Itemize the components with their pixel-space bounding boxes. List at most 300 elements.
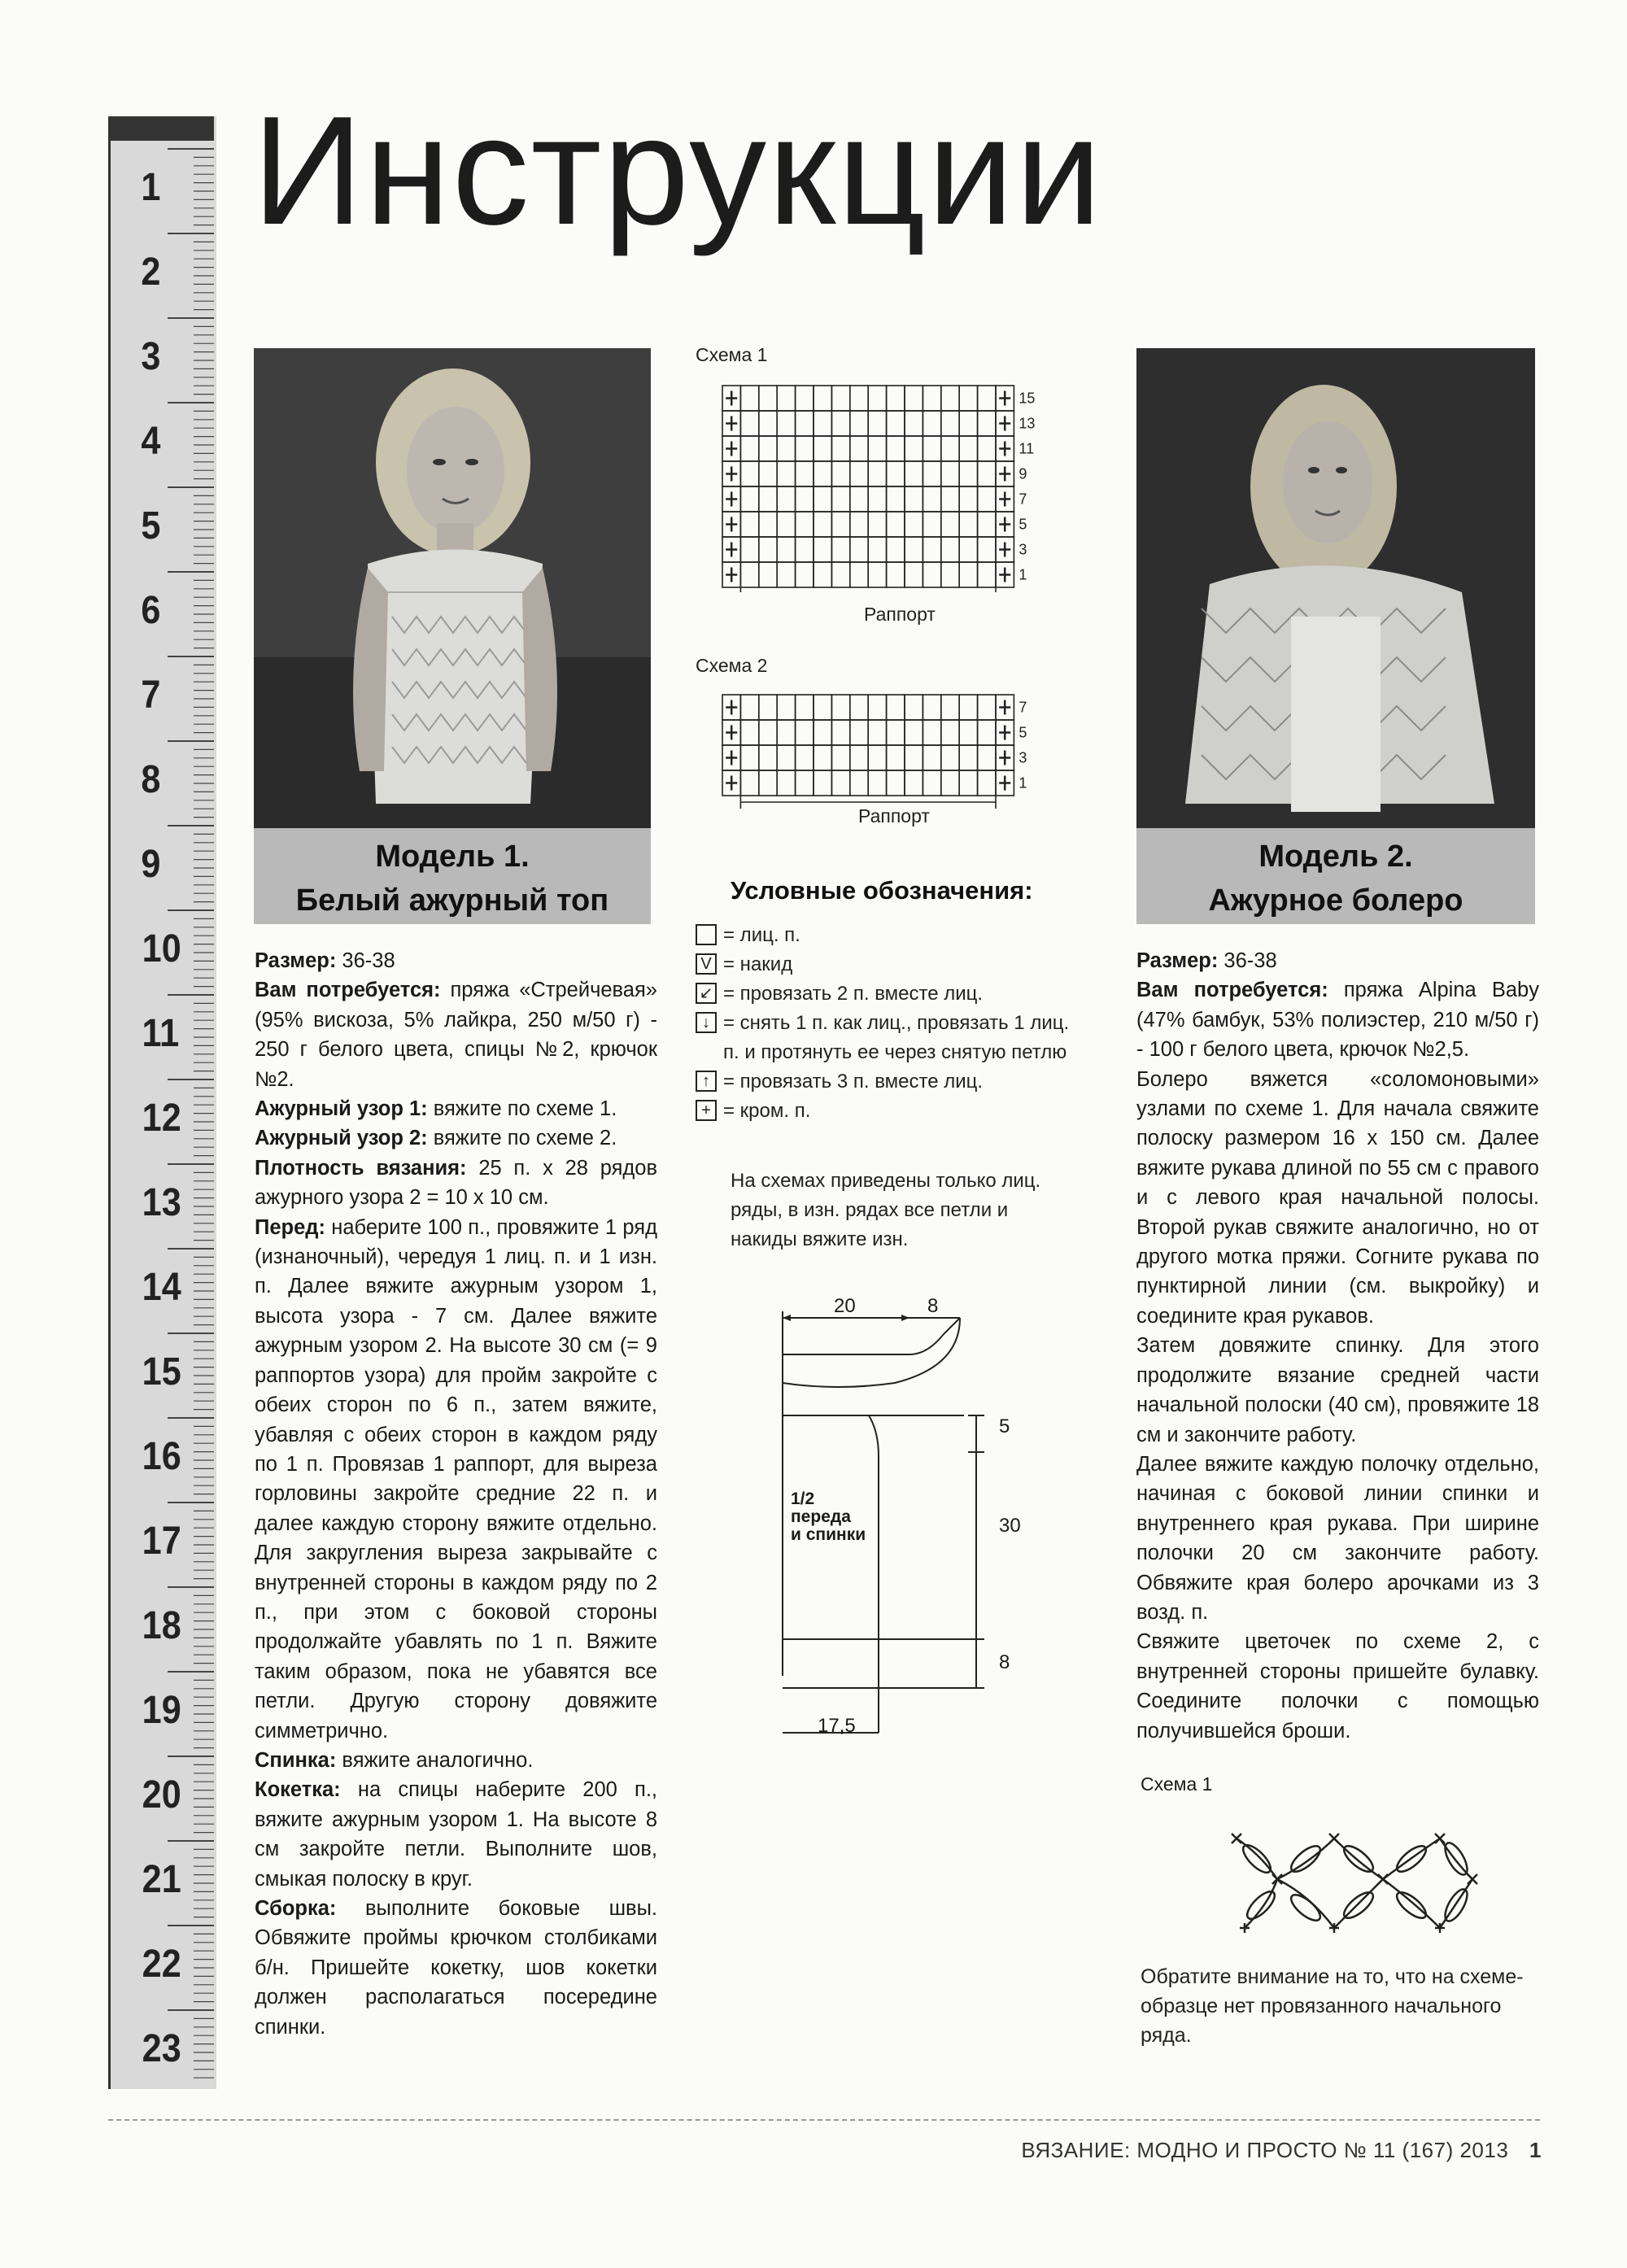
paragraph-label: Перед:	[255, 1215, 325, 1239]
ruler-number: 23	[142, 2027, 181, 2070]
grid-cell	[777, 411, 795, 436]
pattern-right-top: 5	[999, 1415, 1010, 1437]
legend-symbol-icon: ↓	[696, 1012, 717, 1033]
grid-cell	[868, 745, 886, 770]
model2-note: Обратите внимание на то, что на схеме-образце нет провязанного начального ряда.	[1141, 1965, 1524, 2047]
legend-symbol-icon: V	[696, 953, 717, 975]
grid-cell	[959, 512, 977, 537]
grid-cell	[978, 386, 996, 411]
instruction-paragraph: Спинка: вяжите аналогично.	[255, 1748, 534, 1772]
grid-cell	[923, 537, 940, 562]
row-number: 9	[1019, 465, 1027, 482]
model1-caption-line1: Модель 1.	[375, 840, 530, 874]
ruler-number: 12	[142, 1097, 181, 1140]
instruction-paragraph: Болеро вяжется «соломоновыми» узлами по схеме 1. Для начала свяжите полоску размером 16 х 150 см. Далее вяжите рукава длиной по 55 см с правого и с левого края начальной полосы. Второй рукав свяжите аналогично, но от другого мотка пряжи. Согните рукава по пунктирной линии (см. выкройку) и соедините края рукавов.	[1136, 1067, 1539, 1328]
scheme2-title: Схема 2	[696, 655, 768, 676]
grid-cell	[887, 720, 905, 745]
grid-cell	[740, 537, 758, 562]
grid-cell	[814, 720, 831, 745]
edge-stitch-mark	[999, 442, 1010, 456]
legend-item	[696, 979, 1070, 1009]
grid-cell	[831, 512, 849, 537]
instruction-paragraph: Ажурный узор 1: вяжите по схеме 1.	[255, 1097, 617, 1121]
edge-stitch-mark	[726, 776, 737, 791]
instruction-paragraph: Затем довяжите спинку. Для этого продолжите вязание средней части начальной полоски (40 см), провяжите 18 см и закончите работу.	[1136, 1334, 1539, 1446]
page-number: 1	[1529, 2138, 1542, 2162]
grid-cell	[740, 720, 758, 745]
grid-cell	[941, 461, 959, 486]
grid-cell	[777, 461, 795, 486]
pattern-bottom: 17,5	[818, 1715, 856, 1737]
edge-stitch-mark	[726, 391, 737, 406]
legend-item	[696, 950, 1070, 979]
grid-cell	[777, 436, 795, 461]
grid-cell	[759, 436, 777, 461]
ruler-number: 9	[141, 843, 161, 886]
grid-cell	[814, 461, 831, 486]
grid-cell	[814, 411, 831, 436]
ruler-number: 17	[142, 1520, 181, 1563]
instruction-paragraph: Вам потребуется: пряжа Alpina Baby (47% бамбук, 53% полиэстер, 210 м/50 г) - 100 г белого цвета, крючок №2,5.	[1136, 979, 1539, 1062]
grid-cell	[850, 562, 868, 587]
instruction-paragraph: Кокетка: на спицы наберите 200 п., вяжите ажурным узором 1. На высоте 8 см закройте петли. Выполните шов, смыкая полоску в круг.	[255, 1778, 657, 1891]
grid-cell	[850, 386, 868, 411]
grid-cell	[905, 411, 923, 436]
instruction-paragraph: Свяжите цветочек по схеме 2, с внутренней стороны пришейте булавку. Соедините полочки с помощью получившейся броши.	[1136, 1630, 1539, 1742]
model1-caption	[254, 828, 651, 924]
ruler-number: 8	[141, 758, 161, 801]
grid-cell	[831, 486, 849, 512]
grid-cell	[978, 745, 996, 770]
grid-cell	[978, 720, 996, 745]
grid-cell	[814, 562, 831, 587]
grid-cell	[740, 562, 758, 587]
grid-cell	[850, 770, 868, 796]
grid-cell	[887, 436, 905, 461]
grid-cell	[796, 411, 814, 436]
paragraph-label: Кокетка:	[255, 1778, 341, 1802]
grid-cell	[905, 436, 923, 461]
ruler-number: 13	[142, 1181, 181, 1224]
ruler-number: 3	[141, 335, 161, 378]
grid-cell	[923, 436, 940, 461]
grid-cell	[905, 512, 923, 537]
grid-cell	[740, 386, 758, 411]
grid-cell	[796, 386, 814, 411]
row-number: 7	[1019, 699, 1027, 716]
ruler-number: 19	[142, 1689, 181, 1732]
legend-symbol-icon: +	[696, 1100, 717, 1121]
grid-cell	[941, 486, 959, 512]
grid-cell	[850, 537, 868, 562]
instruction-paragraph: Вам потребуется: пряжа «Стрейчевая» (95% вискоза, 5% лайкра, 250 м/50 г) - 250 г белого цвета, спицы №2, крючок №2.	[255, 979, 657, 1091]
edge-stitch-mark	[999, 467, 1010, 482]
grid-cell	[777, 562, 795, 587]
footer	[1021, 2138, 1542, 2163]
instruction-paragraph: Плотность вязания: 25 п. х 28 рядов ажурного узора 2 = 10 х 10 см.	[255, 1156, 658, 1210]
edge-stitch-mark	[999, 417, 1010, 431]
grid-cell	[740, 745, 758, 770]
grid-cell	[959, 770, 977, 796]
edge-stitch-mark	[726, 442, 737, 456]
grid-cell	[905, 720, 923, 745]
instruction-paragraph: Размер: 36-38	[255, 949, 395, 972]
pattern-top-right: 8	[927, 1295, 939, 1317]
grid-cell	[850, 411, 868, 436]
grid-cell	[796, 720, 814, 745]
legend-symbol-icon	[696, 924, 717, 945]
edge-stitch-mark	[726, 726, 737, 740]
legend-text: = провязать 2 п. вместе лиц.	[723, 983, 984, 1005]
grid-cell	[905, 695, 923, 720]
grid-cell	[796, 436, 814, 461]
grid-cell	[796, 562, 814, 587]
row-number: 15	[1019, 390, 1036, 407]
grid-cell	[923, 770, 940, 796]
ruler-number: 14	[142, 1266, 181, 1309]
paragraph-label: Спинка:	[255, 1748, 337, 1772]
model2-photo	[1136, 348, 1535, 828]
scheme1-rapport: Раппорт	[864, 604, 936, 625]
grid-cell	[831, 436, 849, 461]
legend-item	[696, 1097, 1070, 1126]
scheme1-title: Схема 1	[696, 344, 768, 365]
legend-note: На схемах приведены только лиц. ряды, в изн. рядах все петли и накиды вяжите изн.	[731, 1170, 1041, 1250]
paragraph-label: Сборка:	[255, 1897, 337, 1920]
grid-cell	[978, 695, 996, 720]
grid-cell	[759, 512, 777, 537]
grid-cell	[850, 486, 868, 512]
pattern-top-width: 20	[834, 1295, 856, 1317]
grid-cell	[959, 436, 977, 461]
grid-cell	[831, 745, 849, 770]
grid-cell	[941, 436, 959, 461]
grid-cell	[831, 411, 849, 436]
edge-stitch-mark	[726, 543, 737, 557]
grid-cell	[959, 695, 977, 720]
grid-cell	[905, 770, 923, 796]
instruction-paragraph: Ажурный узор 2: вяжите по схеме 2.	[255, 1127, 617, 1150]
legend-item	[696, 921, 1070, 950]
grid-cell	[923, 562, 940, 587]
grid-cell	[814, 386, 831, 411]
grid-cell	[759, 745, 777, 770]
legend-text: = кром. п.	[723, 1100, 811, 1122]
grid-cell	[759, 486, 777, 512]
grid-cell	[923, 745, 940, 770]
legend-text: = провязать 3 п. вместе лиц.	[723, 1071, 984, 1093]
model2-scheme-label: Схема 1	[1141, 1773, 1213, 1795]
grid-cell	[740, 486, 758, 512]
grid-cell	[796, 695, 814, 720]
grid-cell	[759, 770, 777, 796]
paragraph-label: Ажурный узор 1:	[255, 1097, 428, 1121]
grid-cell	[777, 770, 795, 796]
ruler-number: 5	[141, 504, 161, 547]
pattern-right-mid: 30	[999, 1515, 1021, 1537]
grid-cell	[796, 512, 814, 537]
grid-cell	[831, 770, 849, 796]
grid-cell	[777, 512, 795, 537]
row-number: 5	[1019, 724, 1027, 741]
grid-cell	[740, 436, 758, 461]
legend-item	[696, 1067, 1070, 1097]
grid-cell	[923, 411, 940, 436]
model2-instructions	[1136, 946, 1539, 1746]
grid-cell	[831, 562, 849, 587]
grid-cell	[814, 695, 831, 720]
grid-cell	[796, 461, 814, 486]
instruction-paragraph: Сборка: выполните боковые швы. Обвяжите проймы крючком столбиками б/н. Пришейте кокетку, шов кокетки должен располагаться посередине спинки.	[255, 1897, 657, 2039]
grid-cell	[868, 512, 886, 537]
legend-title: Условные обозначения:	[731, 876, 1033, 905]
grid-cell	[978, 461, 996, 486]
pattern-right-bottom: 8	[999, 1651, 1010, 1673]
grid-cell	[814, 745, 831, 770]
model2-caption-line1: Модель 2.	[1258, 840, 1413, 874]
grid-cell	[978, 562, 996, 587]
instruction-paragraph: Перед: наберите 100 п., провяжите 1 ряд (изнаночный), чередуя 1 лиц. п. и 1 изн. п. Далее вяжите ажурным узором 1, высота узора - 7 см. Далее вяжите ажурным узором 2. На высоте 30 см (= 9 раппортов узора) для пройм закройте с обеих сторон по 6 п., затем вяжите, убавляя с обеих сторон в каждом ряду по 1 п. Провязав 1 раппорт, для выреза горловины закройте средние 22 п. и далее каждую сторону вяжите отдельно. Для закругления выреза закрывайте с внутренней стороны в каждом ряду по 2 п., при этом с боковой стороны продолжайте убавлять по 1 п. Вяжите таким образом, пока не убавятся все петли. Другую сторону довяжите симметрично.	[255, 1215, 657, 1742]
edge-stitch-mark	[726, 417, 737, 431]
grid-cell	[923, 461, 940, 486]
grid-cell	[887, 770, 905, 796]
ruler-number: 7	[141, 674, 161, 717]
grid-cell	[868, 695, 886, 720]
pattern-label: 1/2 переда и спинки	[791, 1489, 866, 1544]
grid-cell	[850, 512, 868, 537]
grid-cell	[887, 461, 905, 486]
legend-symbol-icon: ↑	[696, 1071, 717, 1092]
grid-cell	[850, 745, 868, 770]
grid-cell	[887, 695, 905, 720]
instruction-paragraph: Размер: 36-38	[1136, 949, 1277, 972]
grid-cell	[905, 537, 923, 562]
edge-stitch-mark	[726, 517, 737, 532]
grid-cell	[978, 436, 996, 461]
grid-cell	[759, 411, 777, 436]
grid-cell	[850, 720, 868, 745]
legend-text: = накид	[723, 953, 793, 975]
grid-cell	[814, 486, 831, 512]
paragraph-label: Вам потребуется:	[1136, 979, 1328, 1002]
grid-cell	[777, 720, 795, 745]
grid-cell	[831, 386, 849, 411]
footer-divider	[108, 2119, 1540, 2121]
grid-cell	[868, 436, 886, 461]
row-number: 5	[1019, 516, 1027, 533]
grid-cell	[941, 512, 959, 537]
row-number: 7	[1019, 491, 1027, 508]
ruler-number: 15	[142, 1350, 181, 1394]
grid-cell	[868, 770, 886, 796]
grid-cell	[941, 770, 959, 796]
grid-cell	[959, 562, 977, 587]
ruler-number: 10	[142, 927, 181, 970]
row-number: 3	[1019, 749, 1027, 766]
grid-cell	[850, 436, 868, 461]
grid-cell	[941, 720, 959, 745]
legend-text: = снять 1 п. как лиц., провязать 1 лиц. п. и протянуть ее через снятую петлю	[723, 1012, 1070, 1063]
grid-cell	[941, 386, 959, 411]
grid-cell	[796, 745, 814, 770]
row-number: 11	[1019, 440, 1035, 457]
model1-instructions	[255, 946, 657, 2042]
paragraph-label: Ажурный узор 2:	[255, 1127, 428, 1150]
grid-cell	[831, 720, 849, 745]
edge-stitch-mark	[999, 776, 1010, 791]
row-number: 13	[1019, 415, 1036, 432]
edge-stitch-mark	[999, 543, 1010, 557]
grid-cell	[887, 486, 905, 512]
grid-cell	[978, 411, 996, 436]
grid-cell	[941, 695, 959, 720]
paragraph-label: Вам потребуется:	[255, 979, 441, 1002]
grid-cell	[905, 745, 923, 770]
edge-stitch-mark	[999, 726, 1010, 740]
grid-cell	[831, 461, 849, 486]
ruler-number: 18	[142, 1604, 181, 1647]
edge-stitch-mark	[726, 467, 737, 482]
grid-cell	[740, 770, 758, 796]
edge-stitch-mark	[999, 568, 1010, 582]
grid-cell	[923, 695, 940, 720]
grid-cell	[941, 537, 959, 562]
edge-stitch-mark	[726, 568, 737, 582]
grid-cell	[923, 486, 940, 512]
grid-cell	[759, 562, 777, 587]
grid-cell	[759, 720, 777, 745]
scheme2-rapport: Раппорт	[858, 805, 930, 827]
grid-cell	[959, 720, 977, 745]
ruler-number: 2	[141, 251, 161, 294]
grid-cell	[959, 461, 977, 486]
edge-stitch-mark	[999, 700, 1010, 715]
page-title: Инструкции	[252, 85, 1104, 257]
grid-cell	[887, 745, 905, 770]
edge-stitch-mark	[999, 517, 1010, 532]
grid-cell	[814, 537, 831, 562]
grid-cell	[978, 512, 996, 537]
grid-cell	[978, 537, 996, 562]
grid-cell	[923, 512, 940, 537]
grid-cell	[740, 695, 758, 720]
edge-stitch-mark	[726, 492, 737, 507]
grid-cell	[868, 562, 886, 587]
grid-cell	[814, 436, 831, 461]
grid-cell	[850, 461, 868, 486]
grid-cell	[905, 562, 923, 587]
grid-cell	[978, 770, 996, 796]
legend	[696, 921, 1070, 1126]
grid-cell	[887, 512, 905, 537]
grid-cell	[759, 695, 777, 720]
grid-cell	[777, 537, 795, 562]
edge-stitch-mark	[999, 492, 1010, 507]
grid-cell	[978, 486, 996, 512]
edge-stitch-mark	[726, 700, 737, 715]
grid-cell	[941, 745, 959, 770]
grid-cell	[814, 512, 831, 537]
grid-cell	[868, 720, 886, 745]
model2-caption	[1136, 828, 1535, 924]
edge-stitch-mark	[999, 391, 1010, 406]
grid-cell	[831, 537, 849, 562]
grid-cell	[887, 386, 905, 411]
ruler-number: 22	[142, 1943, 181, 1986]
grid-cell	[796, 537, 814, 562]
ruler	[108, 116, 216, 2089]
grid-cell	[923, 386, 940, 411]
grid-cell	[777, 745, 795, 770]
grid-cell	[796, 770, 814, 796]
ruler-number: 1	[141, 166, 161, 209]
row-number: 1	[1019, 566, 1027, 583]
edge-stitch-mark	[726, 751, 737, 765]
ruler-number: 20	[142, 1773, 181, 1817]
ruler-number: 11	[142, 1012, 180, 1055]
paragraph-label: Размер:	[1136, 949, 1219, 972]
grid-cell	[777, 695, 795, 720]
grid-cell	[831, 695, 849, 720]
grid-cell	[796, 486, 814, 512]
grid-cell	[740, 411, 758, 436]
grid-cell	[740, 512, 758, 537]
row-number: 1	[1019, 774, 1027, 792]
grid-cell	[959, 537, 977, 562]
legend-text: = лиц. п.	[723, 924, 800, 946]
instruction-paragraph: Далее вяжите каждую полочку отдельно, начиная с боковой линии спинки и внутреннего края рукава. При ширине полочки 20 см закончите работу. Обвяжите края болеро арочками из 3 возд. п.	[1136, 1452, 1539, 1624]
ruler-number: 16	[142, 1435, 181, 1478]
grid-cell	[868, 411, 886, 436]
ruler-number: 4	[141, 420, 161, 463]
grid-cell	[868, 537, 886, 562]
grid-cell	[905, 461, 923, 486]
row-number: 3	[1019, 541, 1027, 558]
grid-cell	[959, 411, 977, 436]
grid-cell	[923, 720, 940, 745]
ruler-number: 21	[142, 1858, 181, 1901]
grid-cell	[868, 486, 886, 512]
grid-cell	[868, 461, 886, 486]
scheme1-grid	[718, 381, 1075, 592]
grid-cell	[905, 486, 923, 512]
edge-stitch-mark	[999, 751, 1010, 765]
grid-cell	[759, 461, 777, 486]
grid-cell	[959, 386, 977, 411]
grid-cell	[777, 386, 795, 411]
legend-item	[696, 1009, 1070, 1067]
paragraph-label: Размер:	[255, 949, 337, 972]
grid-cell	[959, 486, 977, 512]
grid-cell	[941, 411, 959, 436]
grid-cell	[887, 537, 905, 562]
legend-symbol-icon: ↙	[696, 983, 717, 1004]
grid-cell	[959, 745, 977, 770]
grid-cell	[887, 411, 905, 436]
model2-caption-line2: Ажурное болеро	[1208, 883, 1463, 918]
grid-cell	[814, 770, 831, 796]
grid-cell	[887, 562, 905, 587]
grid-cell	[759, 386, 777, 411]
grid-cell	[777, 486, 795, 512]
grid-cell	[759, 537, 777, 562]
model1-caption-line2: Белый ажурный топ	[295, 883, 609, 918]
ruler-number: 6	[141, 589, 161, 632]
model1-photo	[254, 348, 651, 828]
footer-magazine: ВЯЗАНИЕ: МОДНО И ПРОСТО № 11 (167) 2013	[1021, 2138, 1509, 2162]
grid-cell	[850, 695, 868, 720]
grid-cell	[905, 386, 923, 411]
